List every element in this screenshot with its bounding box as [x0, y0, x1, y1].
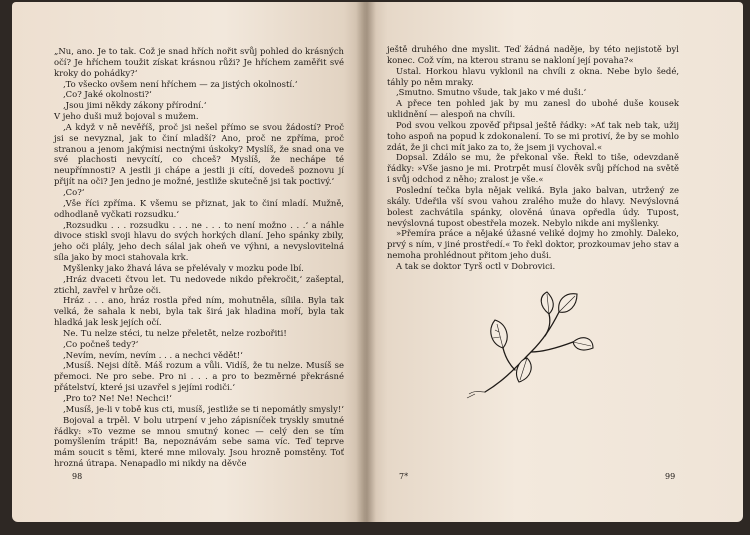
right-page-text [387, 44, 679, 272]
paragraph: ‚Co?‘ [63, 186, 85, 197]
paragraph: ‚Musíš, je-li v tobě kus cti, musíš, jestliže se ti nepomátly smysly!‘ [63, 403, 344, 414]
page-number: 99 [665, 472, 676, 481]
paragraph: Dopsal. Zdálo se mu, že překonal vše. Řekl to tiše, odevzdaně řádky: »Vše jasno je mi. Protrpět musí člověk svůj příchod na světě i svůj odchod z něho; zralost je vše.« [387, 152, 679, 185]
paragraph: Hráz . . . ano, hráz rostla před ním, mohutněla, sílila. Byla tak velká, že sahala k nebi, byla tak širá jak hladina moří, byla tak hladká jak lesk jejích očí. [54, 295, 344, 328]
paragraph: ‚To všecko ovšem není hříchem — za jistých okolností.‘ [63, 78, 298, 89]
paragraph: ‚Hráz dvaceti čtvou let. Tu nedovede nikdo překročit,‘ zašeptal, ztichl, zavřel v hrůze oči. [54, 273, 344, 295]
paragraph: ‚Jsou jimi někdy zákony přírodní.‘ [63, 100, 207, 111]
right-page [365, 2, 743, 522]
paragraph: ‚A když v ně nevěříš, proč jsi nešel přímo se svou žádostí? Proč jsi se nevyznal, jak to činí mladší? Ano, proč ne zpříma, proč stranou a jenom jakýmisi nectnými úskoky? Myslíš, že snad ona ve své plachosti nevycítí, co chceš? Myslíš, že nechápe té neupřímnosti? A jestli ji chápe a jestli ji cítí, dovedeš poznovu jí přijít na oči? Jen jedno je možné, jestliže skutečně jsi tak poctivý.‘ [54, 121, 344, 187]
paragraph: ‚Vše říci zpříma. K všemu se přiznat, jak to činí mladí. Mužně, odhodlaně vyčkati rozsudku.‘ [54, 197, 344, 219]
paragraph: ‚Co počneš tedy?‘ [63, 338, 139, 349]
paragraph: Bojoval a trpěl. V bolu utrpení v jeho zápisníček tryskly smutné řádky: »To vezme se mnou smutný konec — celý den se tím pomyšlením trápit! Ba, nepoznávám sebe sama víc. Teď teprve mám soucit s těmi, které mne milovaly. Jsou hrozně pomstěny. Toť hrozná útrapa. Nenapadlo mi nikdy na děvče [54, 414, 344, 469]
signature-mark: 7* [399, 472, 409, 481]
paragraph: ‚Musíš. Nejsi dítě. Máš rozum a vůli. Vidíš, že tu nelze. Musíš se přemoci. Ne pro sebe. Pro ni . . . a pro to bezměrné překrásné přátelství, které jsi uzavřel s jejími rodiči.‘ [54, 360, 344, 393]
paragraph: ‚Smutno. Smutno všude, tak jako v mé duši.‘ [396, 87, 587, 98]
paragraph: Poslední tečka byla nějak veliká. Byla jako balvan, utržený ze skály. Udeřila vší svou vahou zralého muže do hlavy. Nevýslovná bolest zachvátila spánky, olověná únava opředla údy. Tupost, nevýslovná tupost obestřela mozek. Nebylo nikde ani myšlenky. [387, 184, 679, 228]
paragraph: ‚Pro to? Ne! Ne! Nechci!‘ [63, 393, 172, 403]
paragraph: A přece ten pohled jak by mu zanesl do ubohé duše kousek uklidnění — alespoň na chvíli. [387, 98, 679, 120]
leafy-branch-illustration [465, 290, 595, 402]
paragraph: Ne. Tu nelze stéci, tu nelze přeletět, nelze rozbořiti! [63, 327, 287, 338]
paragraph: A tak se doktor Tyrš octl v Dobrovici. [396, 260, 556, 271]
paragraph: ještě druhého dne myslit. Teď žádná naděje, by této nejistotě byl konec. Což vím, na kterou stranu se nakloní její povaha?« [387, 44, 679, 65]
left-page-text [54, 46, 344, 469]
paragraph: ‚Co? Jaké okolnosti?‘ [63, 89, 152, 100]
paragraph: Ustal. Horkou hlavu vyklonil na chvíli z okna. Nebe bylo šedé, táhly po něm mraky. [387, 65, 679, 87]
paragraph: ‚Nevím, nevím, nevím . . . a nechci vědět!‘ [63, 349, 243, 360]
paragraph: Myšlenky jako žhavá láva se přelévaly v mozku pode lbí. [63, 262, 304, 273]
page-number: 98 [72, 472, 83, 481]
paragraph: Pod svou velkou zpověď připsal ještě řádky: »Ať tak neb tak, užij toho aspoň na popud k zdokonalení. To se mi protiví, že by se mohlo zdát, že ji chci mít jako za to, že jsem ji vychoval.« [387, 119, 679, 152]
paragraph: »Přemíra práce a nějaké úžasné veliké dojmy ho zmohly. Daleko, prvý s ním, v jiné prostředí.« To řekl doktor, prozkoumav jeho stav a nemoha prohlédnout přitom jeho duši. [387, 228, 679, 261]
paragraph: „Nu, ano. Je to tak. Což je snad hřích nořit svůj pohled do krásných očí? Je hříchem toužit získat krásnou růži? Je hříchem zaměřit své kroky do pohádky?‘ [54, 46, 344, 78]
left-page [12, 2, 365, 522]
paragraph: ‚Rozsudku . . . rozsudku . . . ne . . . to není možno . . .‘ a náhle divoce stiskl svoji hlavu do svých horkých dlaní. Jeho spánky zbily, jeho oči plály, jeho dech sálal jak oheň ve výhni, a nevyslovitelná síla jako by moci stahovala krk. [54, 219, 344, 263]
paragraph: V jeho duši muž bojoval s mužem. [54, 111, 199, 122]
